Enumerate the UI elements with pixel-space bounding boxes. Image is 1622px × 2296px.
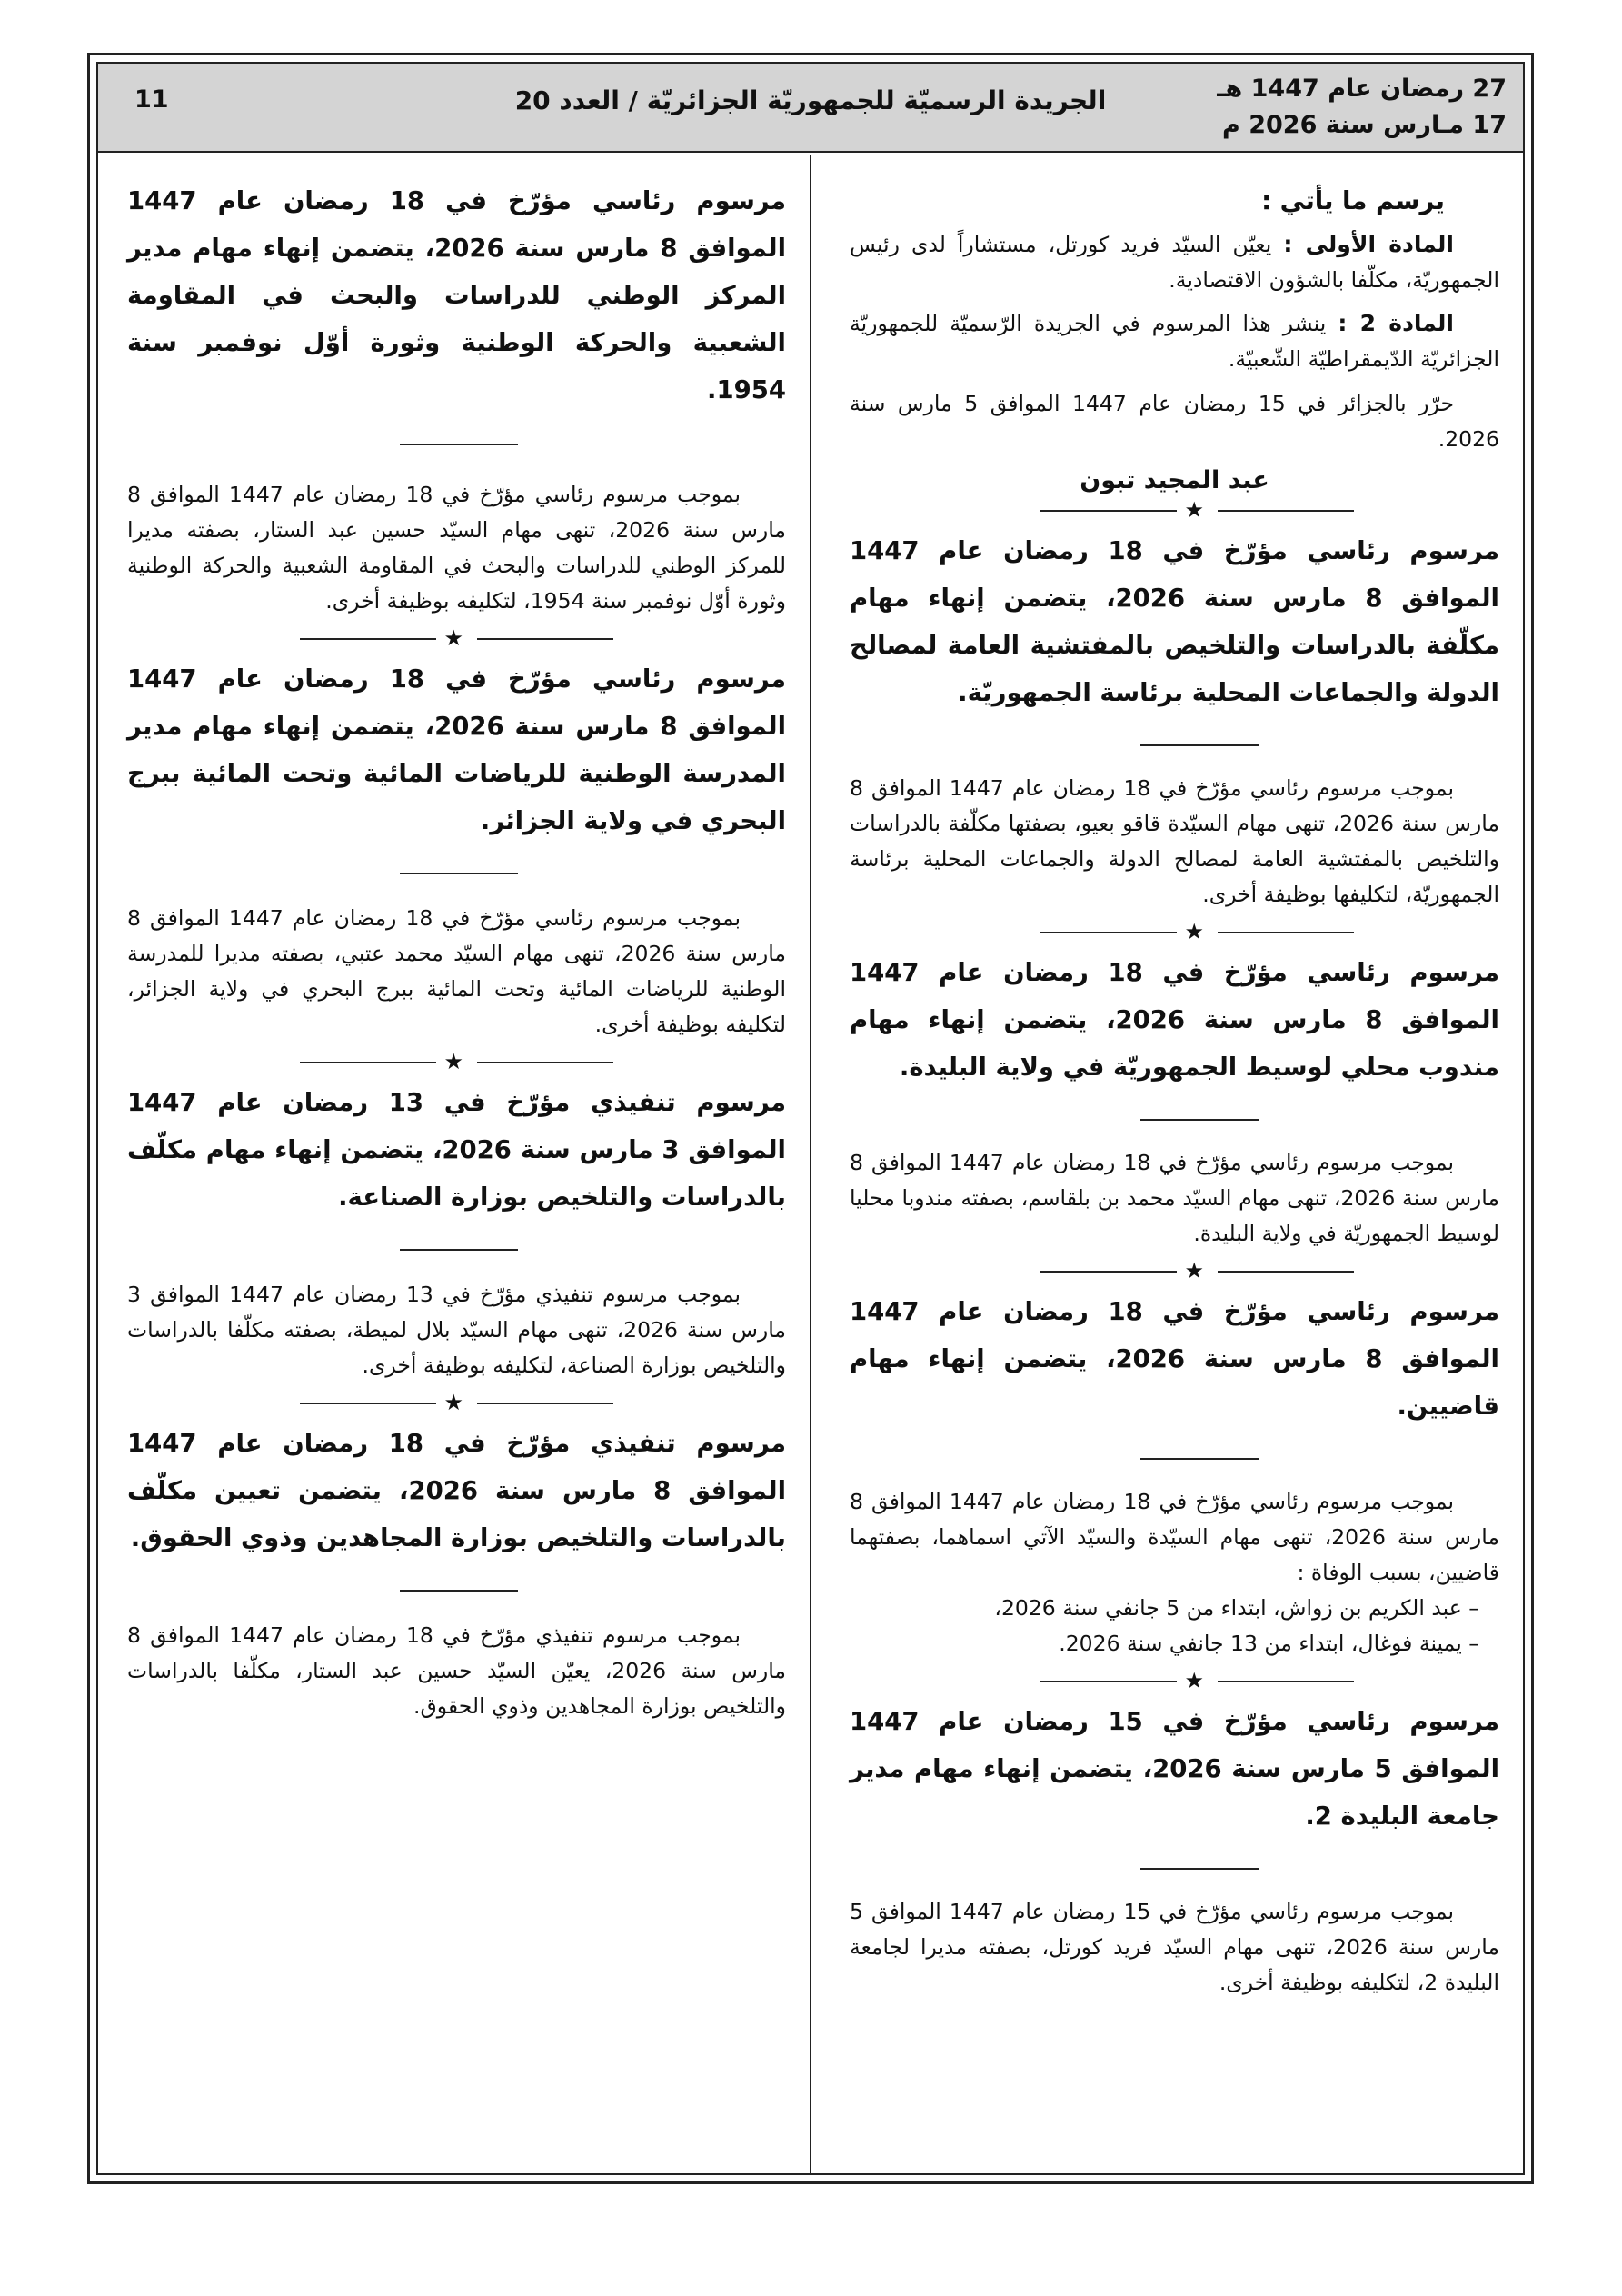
separator [127, 1233, 786, 1266]
decree-body: بموجب مرسوم رئاسي مؤرّخ في 18 رمضان عام 1447 الموافق 8 مارس سنة 2026، تنهى مهام السيّد محمد عتبي، بصفته مديرا للمدرسة الوطنية للرياضات المائية وتحت المائية ببرج البحري في ولاية الجزائر، لتكليفه بوظيفة أخرى. [127, 905, 786, 1037]
decree-title: مرسوم رئاسي مؤرّخ في 18 رمضان عام 1447 الموافق 8 مارس سنة 2026، يتضمن إنهاء مهام مندوب محلي لوسيط الجمهوريّة في ولاية البليدة. [850, 958, 1499, 1082]
decree-body: بموجب مرسوم تنفيذي مؤرّخ في 18 رمضان عام 1447 الموافق 8 مارس سنة 2026، يعيّن السيّد حسين عبد الستار، مكلّفا بالدراسات والتلخيص بوزارة المجاهدين وذوي الحقوق. [127, 1622, 786, 1719]
separator-star [127, 1046, 786, 1079]
page-header [98, 64, 1523, 153]
separator-star [850, 916, 1499, 949]
article-1 [850, 226, 1499, 298]
list-item: – يمينة فوغال، ابتداء من 13 جانفي سنة 2026. [1059, 1631, 1479, 1656]
separator-star [127, 623, 786, 655]
decree-done-at: حرّر بالجزائر في 15 رمضان عام 1447 الموافق 5 مارس سنة 2026. [850, 391, 1499, 452]
header-date-gregorian: 17 مـارس سنة 2026 م [1222, 111, 1507, 139]
left-column [127, 177, 786, 1724]
article-1-text: يعيّن السيّد فريد كورتل، مستشاراً لدى رئيس الجمهوريّة، مكلّفا بالشؤون الاقتصادية. [850, 232, 1499, 293]
article-1-label: المادة الأولى : [1283, 231, 1454, 257]
right-column [850, 177, 1499, 2001]
separator [850, 1852, 1499, 1885]
star-icon: ★ [443, 1049, 463, 1074]
separator-star [850, 1665, 1499, 1698]
separator [850, 1103, 1499, 1136]
decree-title: مرسوم رئاسي مؤرّخ في 18 رمضان عام 1447 الموافق 8 مارس سنة 2026، يتضمن إنهاء مهام مدير المدرسة الوطنية للرياضات المائية وتحت المائية ببرج البحري في ولاية الجزائر. [127, 664, 787, 835]
header-title: الجريدة الرسميّة للجمهوريّة الجزائريّة / العدد 20 [514, 85, 1107, 115]
article-2-label: المادة 2 : [1338, 310, 1454, 336]
decree-title: مرسوم تنفيذي مؤرّخ في 18 رمضان عام 1447 الموافق 8 مارس سنة 2026، يتضمن تعيين مكلّف بالدراسات والتلخيص بوزارة المجاهدين وذوي الحقوق. [127, 1429, 786, 1552]
star-icon: ★ [1184, 1668, 1204, 1693]
signature: عبد المجيد تبون [1080, 466, 1269, 494]
decree-body: بموجب مرسوم رئاسي مؤرّخ في 18 رمضان عام 1447 الموافق 8 مارس سنة 2026، تنهى مهام السيّد حسين عبد الستار، بصفته مديرا للمركز الوطني للدراسات والبحث في المقاومة الشعبية والحركة الوطنية وثورة أوّل نوفمبر سنة 1954، لتكليفه بوظيفة أخرى. [127, 482, 787, 614]
separator [127, 857, 786, 890]
decree-title: مرسوم رئاسي مؤرّخ في 18 رمضان عام 1447 الموافق 8 مارس سنة 2026، يتضمن إنهاء مهام مكلّفة بالدراسات والتلخيص بالمفتشية العامة لمصالح الدولة والجماعات المحلية برئاسة الجمهوريّة. [850, 536, 1499, 707]
decree-body: بموجب مرسوم تنفيذي مؤرّخ في 13 رمضان عام 1447 الموافق 3 مارس سنة 2026، تنهى مهام السيّد بلال لميطة، بصفته مكلّفا بالدراسات والتلخيص بوزارة الصناعة، لتكليفه بوظيفة أخرى. [127, 1282, 786, 1378]
decree-title: مرسوم رئاسي مؤرّخ في 18 رمضان عام 1447 الموافق 8 مارس سنة 2026، يتضمن إنهاء مهام مدير المركز الوطني للدراسات والبحث في المقاومة الشعبية والحركة الوطنية وثورة أوّل نوفمبر سنة 1954. [127, 186, 787, 404]
separator [127, 1574, 786, 1607]
decree-body: بموجب مرسوم رئاسي مؤرّخ في 18 رمضان عام 1447 الموافق 8 مارس سنة 2026، تنهى مهام السيّد محمد بن بلقاسم، بصفته مندوبا محليا لوسيط الجمهوريّة في ولاية البليدة. [850, 1150, 1499, 1246]
separator-star [850, 1255, 1499, 1288]
star-icon: ★ [443, 1390, 463, 1415]
star-icon: ★ [1184, 1258, 1204, 1283]
page-number: 11 [134, 85, 169, 114]
separator [850, 729, 1499, 762]
decree-body: بموجب مرسوم رئاسي مؤرّخ في 18 رمضان عام 1447 الموافق 8 مارس سنة 2026، تنهى مهام السيّدة قاقو بعيو، بصفتها مكلّفة بالدراسات والتلخيص بالمفتشية العامة لمصالح الدولة والجماعات المحلية برئاسة الجمهوريّة، لتكليفها بوظيفة أخرى. [850, 775, 1499, 907]
decree-intro: يرسم ما يأتي : [1261, 186, 1445, 215]
decree-body: بموجب مرسوم رئاسي مؤرّخ في 18 رمضان عام 1447 الموافق 8 مارس سنة 2026، تنهى مهام السيّدة والسيّد الآتي اسماهما، بصفتهما قاضيين، بسبب الوفاة : [850, 1489, 1499, 1585]
separator [850, 1442, 1499, 1475]
decree-title: مرسوم تنفيذي مؤرّخ في 13 رمضان عام 1447 الموافق 3 مارس سنة 2026، يتضمن إنهاء مهام مكلّف بالدراسات والتلخيص بوزارة الصناعة. [127, 1088, 786, 1212]
star-icon: ★ [443, 625, 463, 651]
decree-body: بموجب مرسوم رئاسي مؤرّخ في 15 رمضان عام 1447 الموافق 5 مارس سنة 2026، تنهى مهام السيّد فريد كورتل، بصفته مديرا لجامعة البليدة 2، لتكليفه بوظيفة أخرى. [850, 1899, 1499, 1995]
column-divider [810, 155, 811, 2174]
header-date-hijri: 27 رمضان عام 1447 هـ [1217, 75, 1507, 103]
decree-title: مرسوم رئاسي مؤرّخ في 18 رمضان عام 1447 الموافق 8 مارس سنة 2026، يتضمن إنهاء مهام قاضيين. [850, 1297, 1499, 1421]
separator-star [127, 1387, 786, 1420]
article-2-text: ينشر هذا المرسوم في الجريدة الرّسميّة للجمهوريّة الجزائريّة الدّيمقراطيّة الشّعبيّة. [850, 311, 1499, 372]
star-icon: ★ [1184, 497, 1204, 523]
article-2 [850, 305, 1499, 377]
decree-title: مرسوم رئاسي مؤرّخ في 15 رمضان عام 1447 الموافق 5 مارس سنة 2026، يتضمن إنهاء مهام مدير جامعة البليدة 2. [850, 1707, 1499, 1831]
star-icon: ★ [1184, 919, 1204, 944]
separator [127, 428, 786, 461]
separator-star [850, 494, 1499, 527]
list-item: – عبد الكريم بن زواش، ابتداء من 5 جانفي سنة 2026، [994, 1595, 1479, 1621]
